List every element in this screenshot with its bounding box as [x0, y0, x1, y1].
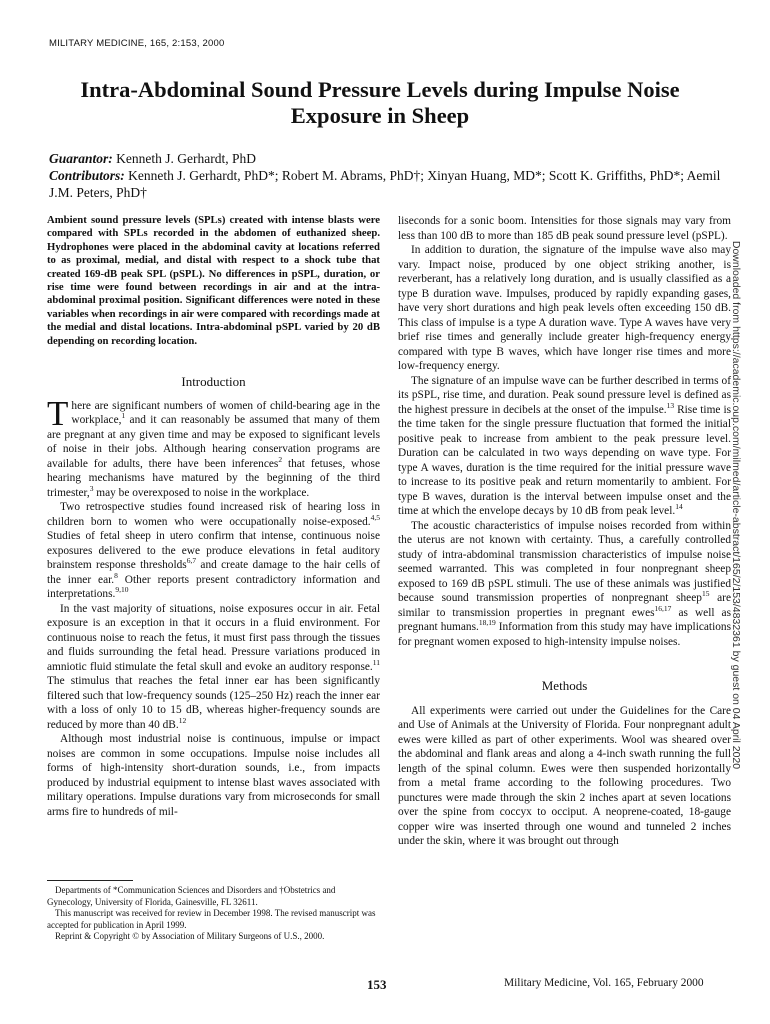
footnote-affiliation: Departments of *Communication Sciences and Disorders and †Obstetrics and Gynecology, University of Florida, Gainesville, FL 32611.	[47, 885, 336, 907]
download-watermark	[724, 240, 748, 770]
abstract: Ambient sound pressure levels (SPLs) created with intense blasts were compared with SPLs recorded in the abdomen of euthanized sheep. Hydrophones were placed in the abdominal cavity at locations referred to as proximal, medial, and distal with respect to a shock tube that created 169-dB peak SPL (pSPL). No differences in pSPL, duration, or rise time were found between recordings in air and at the intra-abdominal proximal position. Significant differences were noted in these variables when recordings in air were compared with recordings made at the medial and distal locations. Intra-abdominal pSPL varied by 20 dB depending on recording location.	[47, 214, 380, 347]
title-line-1: Intra-Abdominal Sound Pressure Levels during Impulse Noise	[80, 77, 680, 102]
right-paragraph-2: The signature of an impulse wave can be further described in terms of its pSPL, rise time, and duration. Peak sound pressure level is defined as the highest pressure in decibels at the onset of the impulse.$^{13}$ Rise time is the time taken for the single pressure fluctuation that formed the initial positive peak to increase from ambient to the peak pressure level. Duration can be calculated in two ways depending on wave type. For type A waves, duration is the time required for the initial pressure wave to increase to its positive peak and return momentarily to ambient. For type B waves, duration is the interval between impulse onset and the time at which the envelope decays by 10 dB from peak level.$^{14}$	[398, 374, 732, 517]
intro-paragraph-4: Although most industrial noise is continuous, impulse or impact noises are common in some occupations. Impulse noise includes all forms of high-intensity short-duration sounds, i.e., from impacts produced by industrial equipment to intense blast waves associated with military operations. Impulse durations vary from microseconds for small arms fire to hundreds of mil-	[47, 733, 380, 818]
intro-paragraph-1: There are significant numbers of women of child-bearing age in the workplace,$^1$ and it can reasonably be assumed that many of them are pregnant at any given time and may be exposed to significant levels of noise in their jobs. Although hearing conservation programs are available for adults, there have been inferences$^2$ that fetuses, whose hearing mechanisms have matured by the beginning of the third trimester,$^3$ may be overexposed to noise in the workplace.	[47, 393, 380, 499]
intro-paragraph-3: In the vast majority of situations, noise exposures occur in air. Fetal exposure is an exception in that it occurs in a fluid environment. For continuous noise to reach the fetus, it must first pass through the tissues and fluids surrounding the fetal head. Pressure variations produced in amniotic fluid stimulate the fetal skull and evoke an auditory response.$^{11}$ The stimulus that reaches the fetal inner ear has been significantly filtered such that low-frequency sounds (125–250 Hz) reach the inner ear with a loss of only 10 to 15 dB, whereas higher-frequency sounds are reduced by more than 40 dB.$^{12}$	[47, 602, 380, 731]
footnotes	[47, 885, 380, 943]
intro-paragraph-2: Two retrospective studies found increased risk of hearing loss in children born to women who were occupationally noise-exposed.$^{4,5}$ Studies of fetal sheep in utero confirm that intense, continuous noise exposures delivered to the ewe produce elevations in fetal auditory brainstem response thresholds$^{6,7}$ and create damage to the hair cells of the inner ear.$^8$ Other reports present contradictory information and interpretations.$^{9,10}$	[47, 501, 380, 601]
footnote-received: This manuscript was received for review in December 1998. The revised manuscript was accepted for publication in April 1999.	[47, 908, 376, 930]
drop-cap: T	[47, 393, 69, 433]
footnote-rule	[47, 880, 133, 881]
title-line-2: Exposure in Sheep	[290, 103, 470, 128]
byline	[49, 150, 730, 201]
right-column	[398, 214, 731, 849]
contributors-names: Kenneth J. Gerhardt, PhD*; Robert M. Abrams, PhD†; Xinyan Huang, MD*; Scott K. Griffiths, PhD*; Aemil J.M. Peters, PhD†	[49, 168, 721, 200]
page-number: 153	[367, 977, 387, 992]
left-column	[47, 214, 380, 819]
right-paragraph-3: The acoustic characteristics of impulse noises recorded from within the uterus are not known with certainty. Thus, a carefully controlled study of intra-abdominal transmission characteristics of impulse noise seemed warranted. This was completed in four nonpregnant sheep exposed to 169 dB pSPL stimuli. The use of these animals was justified because sound transmission properties of nonpregnant sheep$^{15}$ are similar to transmission properties in pregnant ewes$^{16,17}$ as well as pregnant humans.$^{18,19}$ Information from this study may have implications for pregnant women exposed to high-intensity impulse noises.	[398, 519, 732, 648]
download-watermark-text[interactable]: Downloaded from https://academic.oup.com/milmed/article-abstract/165/2/153/4832361 by guest on 04 April 2020	[730, 240, 742, 770]
methods-heading: Methods	[541, 678, 588, 693]
introduction-heading: Introduction	[181, 374, 246, 390]
right-paragraph-continued: liseconds for a sonic boom. Intensities for those signals may vary from less than 100 dB to more than 185 dB peak sound pressure level (pSPL).	[398, 215, 731, 242]
guarantor-label: Guarantor:	[49, 151, 113, 166]
guarantor-name: Kenneth J. Gerhardt, PhD	[116, 151, 257, 166]
running-head: MILITARY MEDICINE, 165, 2:153, 2000	[49, 38, 225, 49]
contributors-line	[49, 167, 730, 201]
footnote-copyright: Reprint & Copyright © by Association of Military Surgeons of U.S., 2000.	[55, 931, 325, 941]
article-title	[40, 77, 720, 129]
page-footer: Military Medicine, Vol. 165, February 2000	[504, 977, 704, 989]
methods-paragraph-1: All experiments were carried out under the Guidelines for the Care and Use of Animals at the University of Florida. Four nonpregnant adult ewes were killed as part of other experiments. Wool was sheared over the abdominal and flank areas and along a 4-inch swath running the full length of the spinal column. Ewes were then suspended horizontally from a metal frame according to the following procedures. Two punctures were made through the skin 2 inches apart at seven locations over the spine from coccyx to occiput. A neoprene-coated, 18-gauge copper wire was inserted through one wound and tunneled 2 inches under the skin, where it was brought out through	[398, 704, 731, 847]
guarantor-line	[49, 150, 730, 167]
contributors-label: Contributors:	[49, 168, 125, 183]
right-paragraph-1: In addition to duration, the signature of the impulse wave also may vary. Impact noise, produced by one object striking another, is reverberant, has a relatively long duration, and is usually classified as a type B duration wave. Impulses, produced by rapidly expanding gases, have very short durations and high peak levels often exceeding 150 dB. This class of impulse is a type A duration wave. Type A waves have very brief rise times and generally include greater high-frequency energy compared with type B waves, which have longer rise times and more low-frequency energy.	[398, 244, 731, 372]
